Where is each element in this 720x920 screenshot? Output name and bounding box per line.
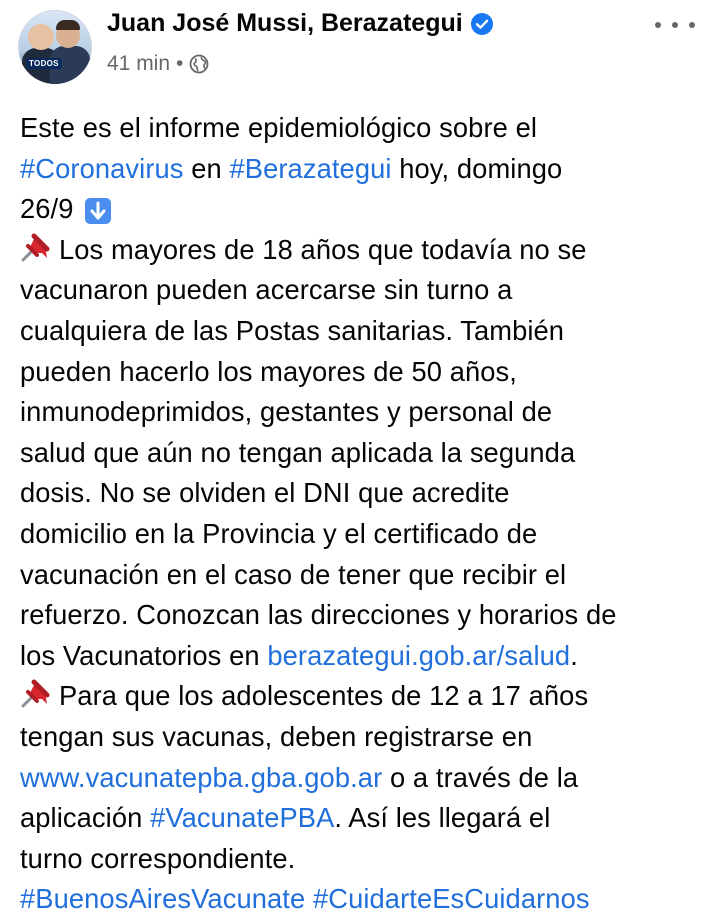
post-line: aplicación #VacunatePBA. Así les llegará el — [20, 802, 551, 834]
post-line: vacunación en el caso de tener que recibir el — [20, 558, 567, 590]
post-line: #Coronavirus en #Berazategui hoy, domingo — [20, 152, 563, 184]
post-line: Los mayores de 18 años que todavía no se — [20, 230, 710, 271]
post-time[interactable]: 41 min — [107, 52, 171, 75]
hashtag-buenosairesvacunate[interactable]: #BuenosAiresVacunate — [20, 883, 306, 915]
post-line: Este es el informe epidemiológico sobre el — [20, 112, 538, 143]
post-line: dosis. No se olviden el DNI que acredite — [20, 477, 510, 509]
avatar[interactable] — [18, 10, 92, 84]
post-line: Para que los adolescentes de 12 a 17 años — [20, 676, 710, 717]
post-text — [20, 108, 710, 920]
hashtag-coronavirus[interactable]: #Coronavirus — [20, 152, 184, 184]
verified-badge-icon — [471, 13, 493, 35]
post-line: vacunaron pueden acercarse sin turno a — [20, 274, 513, 306]
hashtag-vacunatepba[interactable]: #VacunatePBA — [150, 802, 335, 834]
post-header — [0, 0, 720, 100]
post-line: 26/9 — [20, 189, 710, 230]
link-berazategui-salud[interactable]: berazategui.gob.ar/salud — [267, 639, 571, 671]
globe-icon — [189, 54, 209, 74]
hashtag-berazategui[interactable]: #Berazategui — [229, 152, 392, 184]
avatar-badge: TODOS — [26, 58, 62, 69]
post-line: inmunodeprimidos, gestantes y personal de — [20, 396, 553, 428]
link-vacunatepba[interactable]: www.vacunatepba.gba.gob.ar — [20, 761, 383, 793]
author-name[interactable]: Juan José Mussi, Berazategui — [107, 9, 463, 37]
more-options-icon[interactable] — [655, 18, 695, 32]
down-arrow-emoji — [85, 198, 111, 224]
post-line: turno correspondiente. — [20, 842, 296, 874]
post-meta — [107, 52, 209, 76]
post-line: domicilio en la Provincia y el certificado de — [20, 517, 538, 549]
pushpin-emoji — [20, 679, 50, 709]
post-line: salud que aún no tengan aplicada la segunda — [20, 436, 576, 468]
author-name-row — [107, 9, 493, 38]
post-line: refuerzo. Conozcan las direcciones y horarios de — [20, 599, 617, 631]
pushpin-emoji — [20, 233, 50, 263]
post-line: cualquiera de las Postas sanitarias. También — [20, 314, 565, 346]
post-line: los Vacunatorios en berazategui.gob.ar/salud. — [20, 639, 578, 671]
post-line: www.vacunatepba.gba.gob.ar o a través de la — [20, 761, 579, 793]
post-line — [20, 879, 710, 920]
post-line: tengan sus vacunas, deben registrarse en — [20, 720, 533, 752]
meta-separator: • — [176, 52, 184, 75]
hashtag-cuidarteescuidarnos[interactable]: #CuidarteEsCuidarnos — [312, 883, 590, 915]
post-line: pueden hacerlo los mayores de 50 años, — [20, 355, 517, 387]
